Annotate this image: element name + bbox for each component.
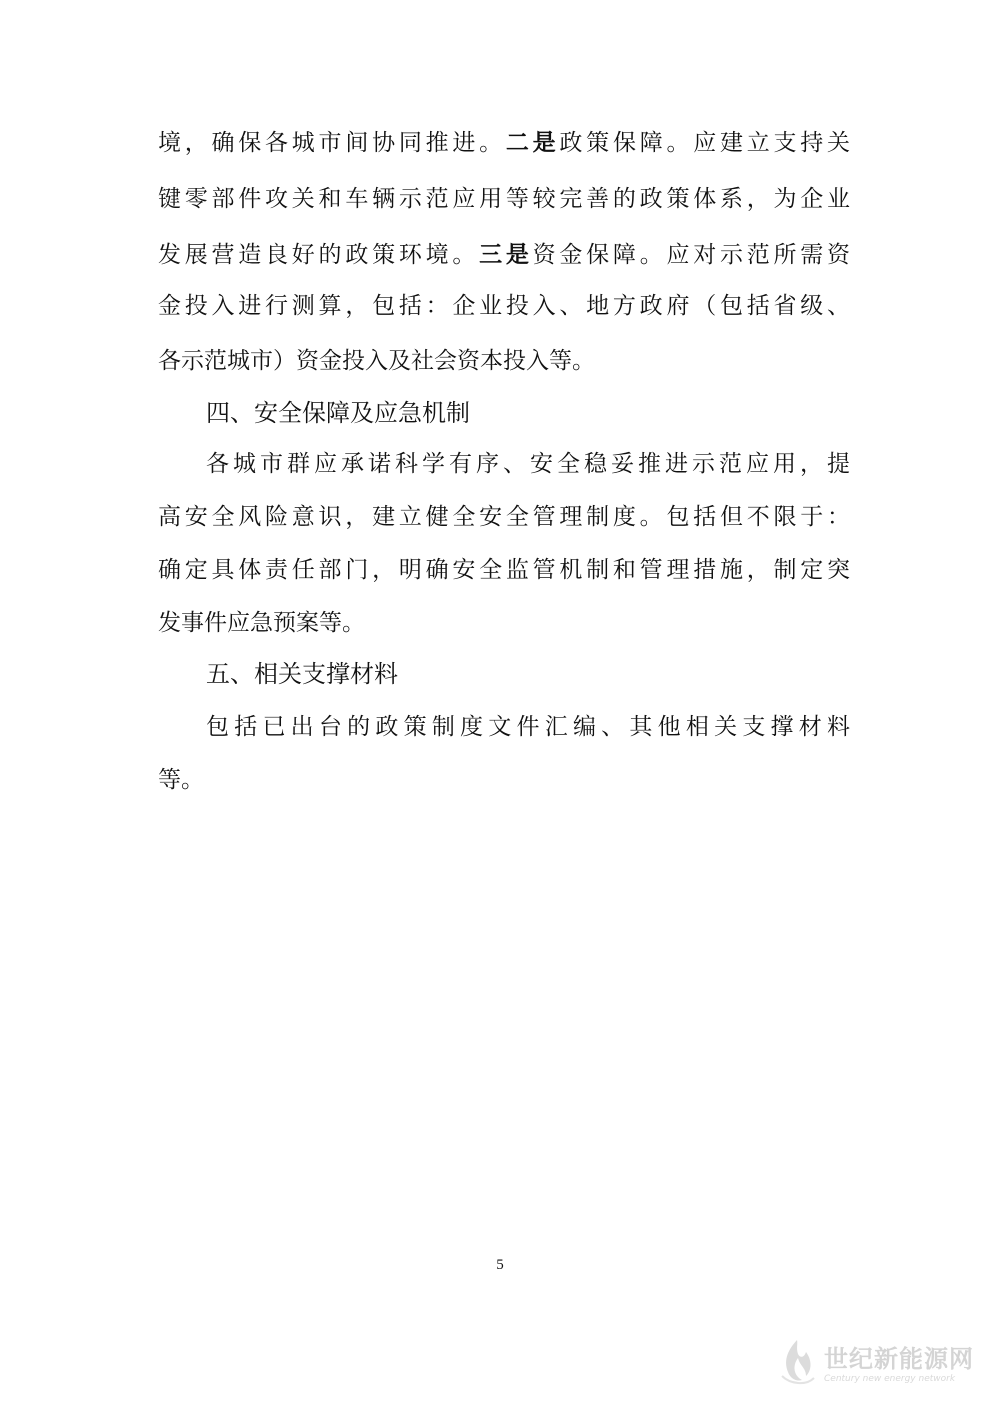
paragraph-line: 确定具体责任部门，明确安全监管机制和管理措施，制定突	[158, 557, 850, 583]
paragraph-line: 高安全风险意识，建立健全安全管理制度。包括但不限于：	[158, 504, 850, 530]
flame-logo-icon	[776, 1336, 818, 1386]
text-span: 境，确保各城市间协同推进。	[158, 130, 506, 156]
paragraph-line: 发事件应急预案等。	[158, 610, 365, 636]
paragraph-line	[158, 128, 850, 158]
text-span: 政策保障。应建立支持关	[559, 130, 851, 156]
paragraph-line: 各城市群应承诺科学有序、安全稳妥推进示范应用，提	[206, 451, 850, 477]
section-heading: 四、安全保障及应急机制	[206, 399, 470, 427]
watermark	[776, 1326, 986, 1396]
section-heading: 五、相关支撑材料	[206, 660, 398, 688]
paragraph-line: 键零部件攻关和车辆示范应用等较完善的政策体系，为企业	[158, 186, 850, 212]
watermark-title: 世纪新能源网	[824, 1344, 974, 1373]
text-span: 发展营造良好的政策环境。	[158, 242, 480, 268]
watermark-text	[824, 1339, 974, 1384]
paragraph-line: 包括已出台的政策制度文件汇编、其他相关支撑材料	[206, 714, 850, 740]
page-number: 5	[496, 1257, 504, 1273]
watermark-tagline: Century new energy network	[824, 1373, 956, 1384]
paragraph-line	[158, 240, 850, 270]
text-span: 资金保障。应对示范所需资	[532, 242, 851, 268]
paragraph-line: 各示范城市）资金投入及社会资本投入等。	[158, 348, 595, 374]
bold-keyword: 三是	[479, 242, 533, 268]
paragraph-line: 金投入进行测算，包括：企业投入、地方政府（包括省级、	[158, 293, 850, 319]
bold-keyword: 二是	[505, 130, 560, 156]
paragraph-line: 等。	[158, 767, 204, 793]
